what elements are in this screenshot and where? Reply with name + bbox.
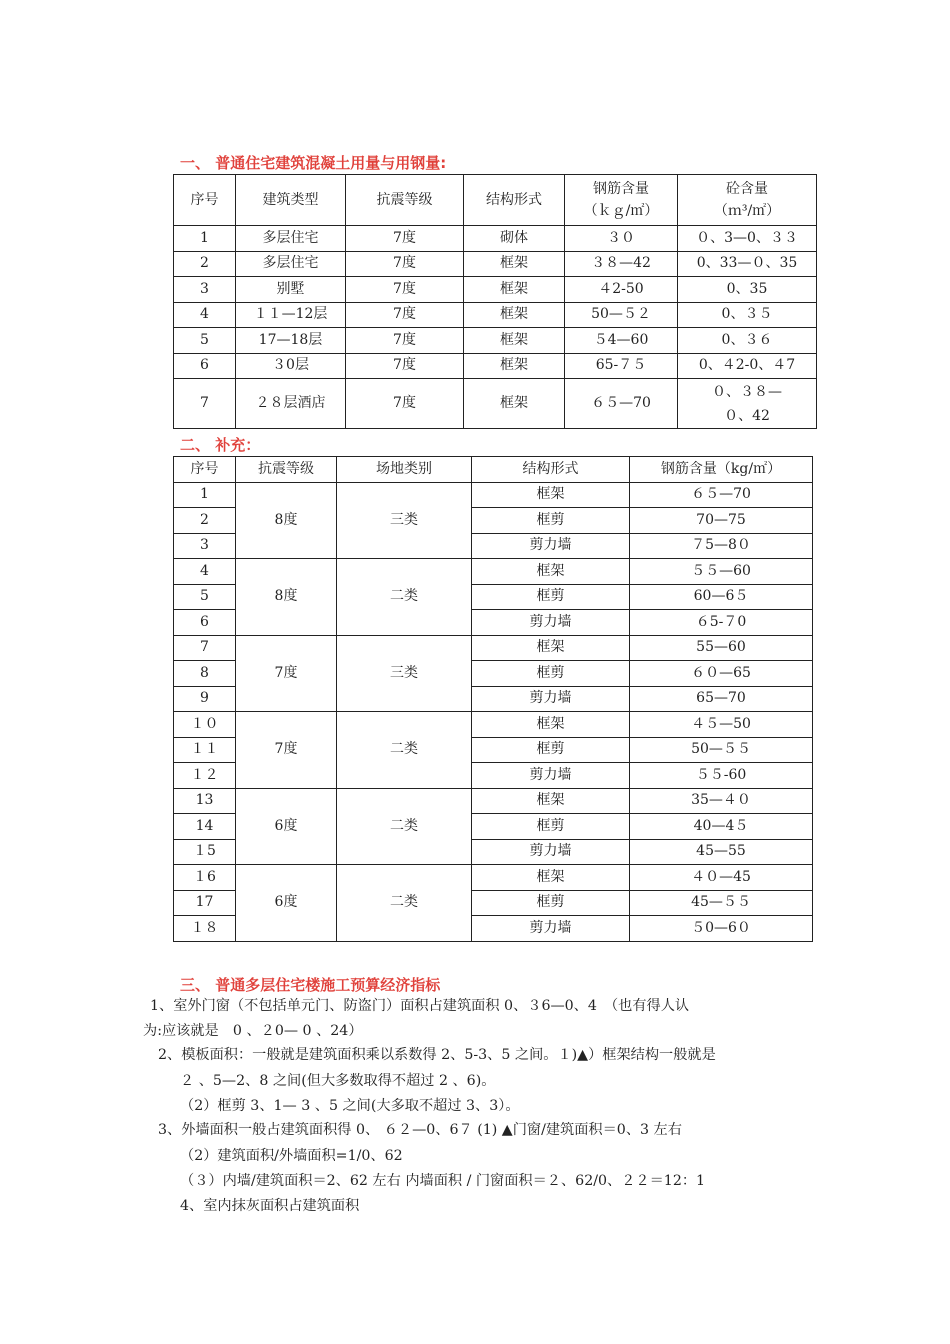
cell-building-type: 别墅	[236, 277, 346, 303]
cell-structure: 框架	[464, 302, 565, 328]
cell-seismic-grade: 7度	[346, 353, 464, 379]
cell-steel: 60—6５	[630, 584, 813, 610]
cell-seismic-grade: 7度	[346, 328, 464, 354]
cell-steel: 35—４０	[630, 788, 813, 814]
cell-site-class: 二类	[337, 712, 472, 789]
cell-structure: 框架	[472, 712, 630, 738]
cell-steel: ６５—70	[565, 379, 678, 429]
cell-site-class: 二类	[337, 865, 472, 942]
cell-concrete: ０、3—0、３３	[678, 226, 817, 252]
cell-site-class: 二类	[337, 559, 472, 636]
cell-index: 7	[174, 379, 236, 429]
cell-index: 9	[174, 686, 236, 712]
cell-seismic-grade: 7度	[346, 302, 464, 328]
table-row	[174, 559, 813, 585]
cell-index: 3	[174, 277, 236, 303]
header-steel-content: 钢筋含量（kg/㎡）	[630, 457, 813, 483]
cell-steel: ５0—6０	[630, 916, 813, 942]
header-building-type: 建筑类型	[236, 175, 346, 226]
cell-seismic-grade: 7度	[346, 277, 464, 303]
cell-structure: 框剪	[472, 890, 630, 916]
cell-structure: 框架	[464, 379, 565, 429]
header-concrete-content-unit: （ｍ³/㎡）	[713, 203, 781, 219]
cell-structure: 框剪	[472, 584, 630, 610]
paragraph-line: 1、室外门窗（不包括单元门、防盗门）面积占建筑面积 0、３6—0、4 （也有得人认	[150, 998, 690, 1014]
table-row	[174, 712, 813, 738]
header-steel-content-unit: （ｋｇ/㎡）	[583, 203, 659, 219]
cell-index: 6	[174, 610, 236, 636]
cell-index: 17	[174, 890, 236, 916]
cell-index: 1	[174, 226, 236, 252]
cell-steel: 65-７５	[565, 353, 678, 379]
cell-structure: 框架	[472, 635, 630, 661]
cell-index: １２	[174, 763, 236, 789]
paragraph-line: 3、外墙面积一般占建筑面积得 0、 ６２—0、6７ (1) ▲门窗/建筑面积＝0、3 左右	[158, 1122, 682, 1138]
header-steel-content-label: 钢筋含量	[593, 181, 649, 197]
cell-structure: 砌体	[464, 226, 565, 252]
table-header-row	[174, 175, 817, 226]
cell-index: 13	[174, 788, 236, 814]
cell-index: 7	[174, 635, 236, 661]
cell-steel: ５4—60	[565, 328, 678, 354]
cell-steel: ７5—8０	[630, 533, 813, 559]
cell-structure: 框剪	[472, 508, 630, 534]
cell-structure: 框架	[472, 482, 630, 508]
header-seismic-grade: 抗震等级	[236, 457, 337, 483]
cell-concrete	[678, 379, 817, 429]
table-row	[174, 788, 813, 814]
cell-structure: 框剪	[472, 737, 630, 763]
paragraph-line: （2）建筑面积/外墙面积=1/0、62	[180, 1148, 403, 1164]
table-row	[174, 379, 817, 429]
cell-seismic-grade: 7度	[236, 635, 337, 712]
paragraph-line: （2）框剪 3、1— 3 、5 之间(大多取不超过 3、3）。	[180, 1098, 520, 1114]
header-index: 序号	[174, 457, 236, 483]
cell-steel: ６５—70	[630, 482, 813, 508]
cell-seismic-grade: 6度	[236, 865, 337, 942]
cell-structure: 剪力墙	[472, 839, 630, 865]
cell-steel: 65—70	[630, 686, 813, 712]
header-structure: 结构形式	[472, 457, 630, 483]
cell-index: 5	[174, 584, 236, 610]
cell-index: 4	[174, 302, 236, 328]
cell-site-class: 三类	[337, 482, 472, 559]
table-row	[174, 277, 817, 303]
cell-seismic-grade: 7度	[346, 251, 464, 277]
cell-structure: 框架	[472, 788, 630, 814]
table-row	[174, 865, 813, 891]
cell-structure: 框剪	[472, 661, 630, 687]
cell-structure: 剪力墙	[472, 610, 630, 636]
cell-concrete-line1: ０、３８—	[712, 383, 782, 400]
paragraph-line: 4、室内抹灰面积占建筑面积	[180, 1198, 360, 1214]
section1-heading: 一、 普通住宅建筑混凝土用量与用钢量:	[180, 154, 447, 172]
cell-structure: 框架	[464, 353, 565, 379]
cell-steel: 55—60	[630, 635, 813, 661]
table-header-row	[174, 457, 813, 483]
concrete-steel-table	[173, 174, 817, 429]
cell-building-type: 多层住宅	[236, 251, 346, 277]
cell-building-type: ２８层酒店	[236, 379, 346, 429]
cell-structure: 剪力墙	[472, 533, 630, 559]
header-structure: 结构形式	[464, 175, 565, 226]
cell-structure: 剪力墙	[472, 916, 630, 942]
cell-seismic-grade: 8度	[236, 482, 337, 559]
cell-index: 8	[174, 661, 236, 687]
cell-structure: 框架	[464, 251, 565, 277]
cell-steel: ４2-50	[565, 277, 678, 303]
cell-concrete-line2: ０、42	[724, 407, 770, 424]
cell-structure: 剪力墙	[472, 763, 630, 789]
header-index: 序号	[174, 175, 236, 226]
header-concrete-content-label: 砼含量	[726, 181, 768, 197]
table-row	[174, 302, 817, 328]
table-row	[174, 482, 813, 508]
cell-structure: 框架	[464, 277, 565, 303]
cell-seismic-grade: 7度	[346, 226, 464, 252]
header-site-class: 场地类别	[337, 457, 472, 483]
cell-building-type: 多层住宅	[236, 226, 346, 252]
cell-structure: 剪力墙	[472, 686, 630, 712]
cell-building-type: ３0层	[236, 353, 346, 379]
cell-steel: 70—75	[630, 508, 813, 534]
cell-steel: ５５-60	[630, 763, 813, 789]
cell-concrete: 0、３５	[678, 302, 817, 328]
table-row	[174, 251, 817, 277]
paragraph-line: ２ 、5—2、8 之间(但大多数取得不超过 2 、6)。	[180, 1073, 496, 1089]
cell-index: １１	[174, 737, 236, 763]
cell-concrete: 0、35	[678, 277, 817, 303]
cell-steel: 50—５５	[630, 737, 813, 763]
cell-index: 2	[174, 251, 236, 277]
cell-structure: 框架	[472, 865, 630, 891]
cell-steel: ３８—42	[565, 251, 678, 277]
cell-structure: 框架	[464, 328, 565, 354]
cell-building-type: １１—12层	[236, 302, 346, 328]
cell-steel: 45—55	[630, 839, 813, 865]
cell-index: １０	[174, 712, 236, 738]
cell-steel: ３０	[565, 226, 678, 252]
cell-building-type: 17—18层	[236, 328, 346, 354]
paragraph-line: 2、模板面积：一般就是建筑面积乘以系数得 2、5-3、5 之间。１)▲）框架结构一般就是	[158, 1047, 716, 1063]
table-row	[174, 635, 813, 661]
cell-concrete: 0、３６	[678, 328, 817, 354]
cell-site-class: 二类	[337, 788, 472, 865]
header-seismic-grade: 抗震等级	[346, 175, 464, 226]
cell-seismic-grade: 6度	[236, 788, 337, 865]
cell-index: 1	[174, 482, 236, 508]
cell-steel: ４０—45	[630, 865, 813, 891]
cell-steel: ５５—60	[630, 559, 813, 585]
section3-heading: 三、 普通多层住宅楼施工预算经济指标	[180, 976, 441, 994]
table-row	[174, 328, 817, 354]
table-row	[174, 353, 817, 379]
cell-index: １８	[174, 916, 236, 942]
header-steel-content	[565, 175, 678, 226]
cell-concrete: 0、33—０、35	[678, 251, 817, 277]
table-row	[174, 226, 817, 252]
cell-index: 5	[174, 328, 236, 354]
cell-steel: 40—4５	[630, 814, 813, 840]
cell-steel: 45—５５	[630, 890, 813, 916]
cell-structure: 框剪	[472, 814, 630, 840]
cell-steel: 50—５２	[565, 302, 678, 328]
cell-index: 2	[174, 508, 236, 534]
cell-site-class: 三类	[337, 635, 472, 712]
cell-steel: ４５—50	[630, 712, 813, 738]
cell-index: 4	[174, 559, 236, 585]
cell-index: 14	[174, 814, 236, 840]
cell-concrete: 0、４2-0、４7	[678, 353, 817, 379]
cell-structure: 框架	[472, 559, 630, 585]
paragraph-line: （３）内墙/建筑面积＝2、62 左右 内墙面积 / 门窗面积＝２、62/0、２２＝12：1	[180, 1173, 706, 1189]
supplement-table	[173, 456, 813, 942]
cell-seismic-grade: 7度	[236, 712, 337, 789]
cell-seismic-grade: 8度	[236, 559, 337, 636]
cell-index: １6	[174, 865, 236, 891]
section2-heading: 二、 补充：	[180, 436, 261, 454]
cell-seismic-grade: 7度	[346, 379, 464, 429]
cell-index: 3	[174, 533, 236, 559]
cell-steel: ６5-７0	[630, 610, 813, 636]
header-concrete-content	[678, 175, 817, 226]
cell-index: １5	[174, 839, 236, 865]
cell-steel: ６０—65	[630, 661, 813, 687]
paragraph-line: 为:应该就是 0 、２0— 0 、24）	[143, 1023, 363, 1039]
cell-index: 6	[174, 353, 236, 379]
